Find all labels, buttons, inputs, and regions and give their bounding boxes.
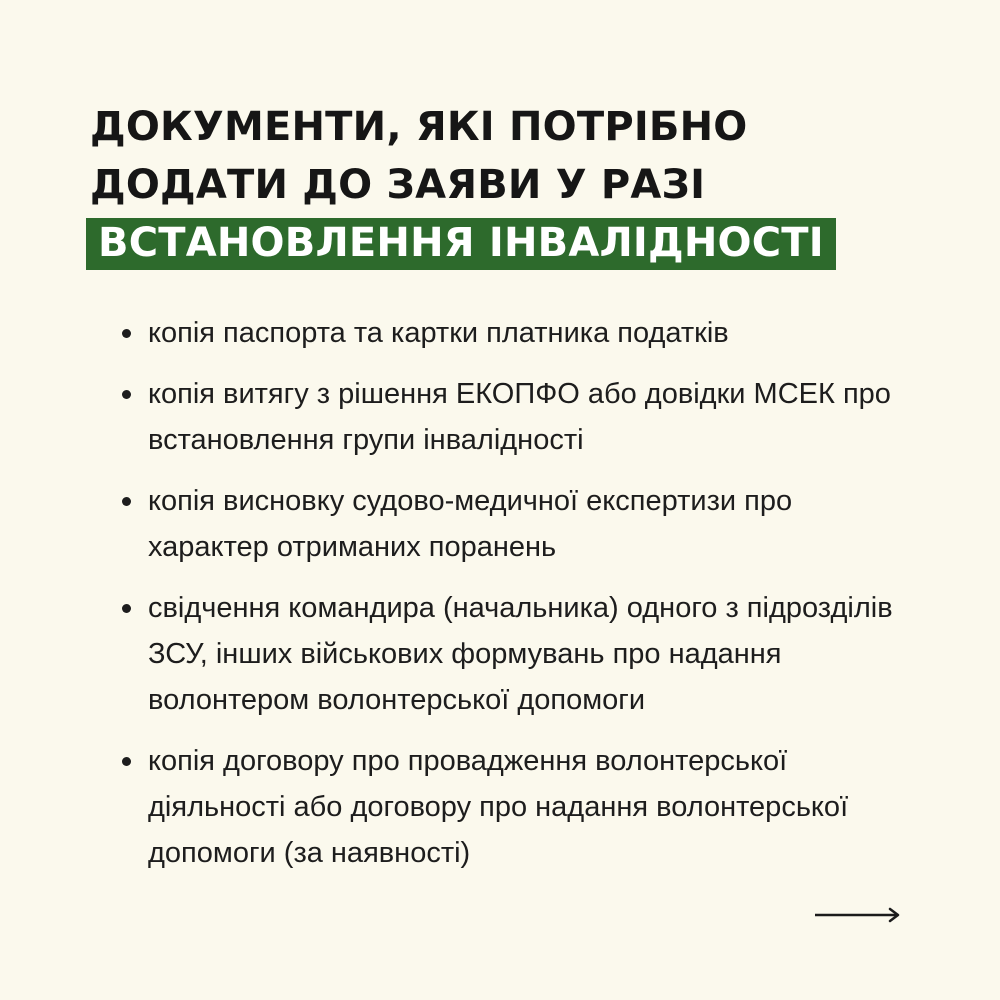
- title-highlight-word-1: ВСТАНОВЛЕННЯ: [98, 220, 475, 266]
- title-highlight-word-2: ІНВАЛІДНОСТІ: [488, 220, 824, 266]
- bullet-icon: [122, 390, 131, 399]
- list-item: [118, 310, 918, 356]
- arrow-right-icon[interactable]: [815, 905, 901, 925]
- title-text: ДОКУМЕНТИ, ЯКІ ПОТРІБНО ДОДАТИ ДО ЗАЯВИ У РАЗІ: [90, 104, 748, 208]
- list-item-text: копія витягу з рішення ЕКОПФО або довідки МСЕК про встановлення групи інвалідності: [148, 378, 891, 456]
- list-item-text: копія висновку судово-медичної експертизи про характер отриманих поранень: [148, 485, 793, 563]
- bullet-icon: [122, 757, 131, 766]
- bullet-icon: [122, 497, 131, 506]
- bullet-icon: [122, 329, 131, 338]
- list-item: [118, 371, 918, 463]
- documents-list: [118, 310, 918, 891]
- list-item-text: копія паспорта та картки платника податків: [148, 317, 729, 349]
- list-item-text: свідчення командира (начальника) одного з підрозділів ЗСУ, інших військових формувань про надання волонтером волонтерської допомоги: [148, 592, 893, 716]
- title-highlight: [86, 218, 836, 270]
- list-item: [118, 738, 918, 876]
- list-item-text: копія договору про провадження волонтерської діяльності або договору про надання волонтерської допомоги (за наявності): [148, 745, 849, 869]
- page-title: [90, 98, 950, 272]
- bullet-icon: [122, 604, 131, 613]
- list-item: [118, 585, 918, 723]
- list-item: [118, 478, 918, 570]
